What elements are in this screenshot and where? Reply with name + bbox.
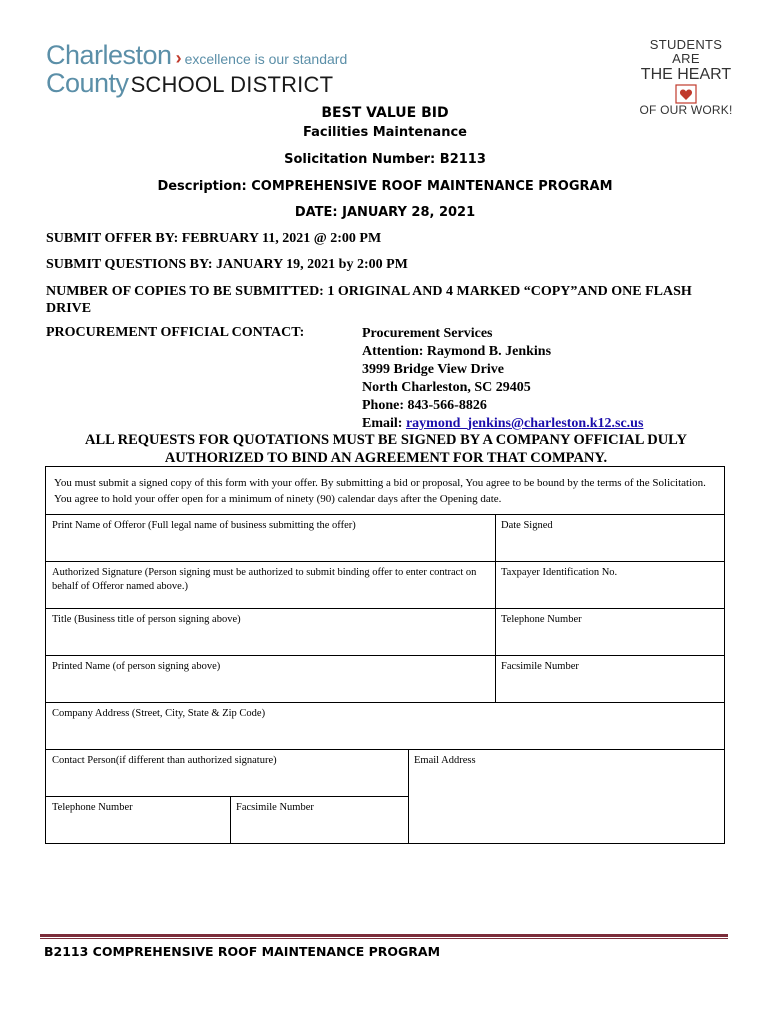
telephone-field[interactable]: Telephone Number: [495, 608, 724, 655]
divider: [408, 749, 409, 843]
taxpayer-id-field[interactable]: Taxpayer Identification No.: [495, 561, 724, 608]
issue-date: DATE: JANUARY 28, 2021: [294, 205, 476, 220]
company-address-field[interactable]: Company Address (Street, City, State & Zip Code): [46, 702, 724, 749]
email-link[interactable]: raymond_jenkins@charleston.k12.sc.us: [405, 416, 644, 431]
date-signed-field[interactable]: Date Signed: [495, 514, 724, 561]
printed-name-field[interactable]: Printed Name (of person signing above): [46, 655, 495, 702]
address-line: North Charleston, SC 29405: [362, 380, 531, 395]
solicitation-number: Solicitation Number: B2113: [284, 152, 486, 167]
address-line: Attention: Raymond B. Jenkins: [362, 344, 552, 359]
department-title: Facilities Maintenance: [303, 125, 467, 140]
district-logo: [46, 40, 366, 100]
procurement-contact-label: PROCUREMENT OFFICIAL CONTACT:: [46, 325, 305, 340]
badge-line1: STUDENTS ARE: [649, 37, 723, 66]
authorized-signature-field[interactable]: Authorized Signature (Person signing must be authorized to submit binding offer to enter contract on behalf of Offeror named above.): [46, 561, 495, 608]
form-intro: You must submit a signed copy of this form with your offer. By submitting a bid or proposal, You agree to be bound by the terms of the Solicitation. You agree to hold your offer open for a minimum of ninety (90) calendar days after the Opening date.: [54, 477, 706, 505]
submit-offer-deadline: SUBMIT OFFER BY: FEBRUARY 11, 2021 @ 2:00 PM: [46, 231, 382, 246]
submit-questions-deadline: SUBMIT QUESTIONS BY: JANUARY 19, 2021 by 2:00 PM: [46, 257, 408, 272]
best-value-title: BEST VALUE BID: [321, 105, 449, 121]
contact-person-field[interactable]: Contact Person(if different than authorized signature): [46, 749, 408, 796]
logo-tagline: excellence is our standard: [184, 51, 348, 67]
footer-text: B2113 COMPREHENSIVE ROOF MAINTENANCE PROGRAM: [44, 944, 441, 959]
procurement-address: [362, 325, 643, 433]
signature-notice: ALL REQUESTS FOR QUOTATIONS MUST BE SIGNED BY A COMPANY OFFICIAL DULY AUTHORIZED TO BIND AN AGREEMENT FOR THAT COMPANY.: [85, 432, 687, 466]
address-line: Procurement Services: [362, 326, 493, 341]
offeror-form: [45, 466, 725, 844]
logo-county: County: [46, 68, 129, 98]
logo-school-district: SCHOOL DISTRICT: [130, 72, 334, 97]
divider: [495, 514, 496, 702]
email-label: Email:: [362, 416, 406, 431]
footer-rule: [40, 934, 728, 937]
email-address-field[interactable]: Email Address: [408, 749, 724, 843]
address-line: Phone: 843-566-8826: [362, 398, 487, 413]
heart-icon: [675, 84, 697, 104]
title-field[interactable]: Title (Business title of person signing above): [46, 608, 495, 655]
badge-line3: OF OUR WORK!: [639, 103, 733, 117]
description: Description: COMPREHENSIVE ROOF MAINTENANCE PROGRAM: [157, 179, 613, 194]
address-line: 3999 Bridge View Drive: [362, 362, 504, 377]
telephone-field-2[interactable]: Telephone Number: [46, 796, 230, 843]
students-heart-badge: [638, 37, 734, 117]
badge-line2: THE HEART: [640, 66, 732, 83]
logo-charleston: Charleston: [46, 40, 172, 70]
print-name-field[interactable]: Print Name of Offeror (Full legal name of business submitting the offer): [46, 514, 495, 561]
divider: [230, 796, 231, 843]
footer-rule-thin: [40, 938, 728, 939]
facsimile-field[interactable]: Facsimile Number: [495, 655, 724, 702]
facsimile-field-2[interactable]: Facsimile Number: [230, 796, 408, 843]
copies-required: NUMBER OF COPIES TO BE SUBMITTED: 1 ORIGINAL AND 4 MARKED “COPY”AND ONE FLASH DRIVE: [46, 284, 692, 316]
chevron-right-icon: ›: [175, 48, 182, 68]
